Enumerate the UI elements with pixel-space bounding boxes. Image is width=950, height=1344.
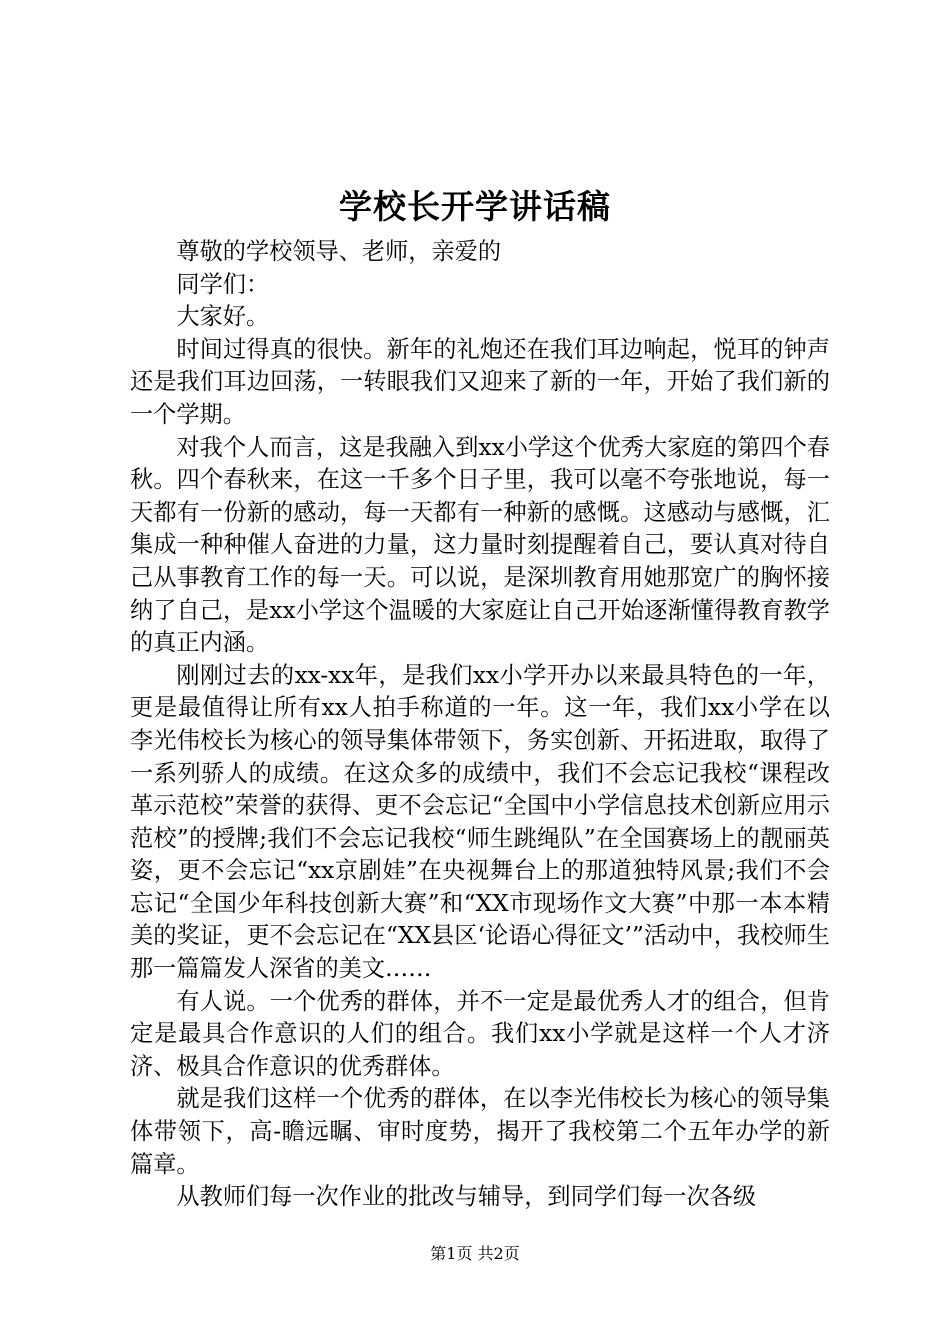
page-footer: 第1页 共2页 — [430, 1244, 520, 1263]
paragraph: 刚刚过去的xx-xx年，是我们xx小学开办以来最具特色的一年，更是最值得让所有xx人拍手称道的一年。这一年，我们xx小学在以李光伟校长为核心的领导集体带领下，务实创新、开拓进取，取得了一系列骄人的成绩。在这众多的成绩中，我们不会忘记我校“课程改革示范校”荣誉的获得、更不会忘记“全国中小学信息技术创新应用示范校”的授牌;我们不会忘记我校“师生跳绳队”在全国赛场上的靓丽英姿，更不会忘记“xx京剧娃”在央视舞台上的那道独特风景;我们不会忘记“全国少年科技创新大赛”和“XX市现场作文大赛”中那一本本精美的奖证，更不会忘记在“XX县区‘论语心得征文’”活动中，我校师生那一篇篇发人深省的美文…… — [130, 661, 830, 983]
paragraph: 从教师们每一次作业的批改与辅导，到同学们每一次各级 — [176, 1183, 757, 1211]
paragraph: 时间过得真的很快。新年的礼炮还在我们耳边响起，悦耳的钟声还是我们耳边回荡，一转眼我们又迎来了新的一年，开始了我们新的一个学期。 — [130, 335, 830, 428]
paragraph: 对我个人而言，这是我融入到xx小学这个优秀大家庭的第四个春秋。四个春秋来，在这一千多个日子里，我可以毫不夸张地说，每一天都有一份新的感动，每一天都有一种新的感慨。这感动与感慨，汇集成一种种催人奋进的力量，这力量时刻提醒着自己，要认真对待自己从事教育工作的每一天。可以说，是深圳教育用她那宽广的胸怀接纳了自己，是xx小学这个温暖的大家庭让自己开始逐渐懂得教育教学的真正内涵。 — [130, 433, 830, 657]
paragraph: 就是我们这样一个优秀的群体，在以李光伟校长为核心的领导集体带领下，高-瞻远瞩、审时度势，揭开了我校第二个五年办学的新篇章。 — [130, 1085, 830, 1178]
paragraph: 有人说。一个优秀的群体，并不一定是最优秀人才的组合，但肯定是最具合作意识的人们的组合。我们xx小学就是这样一个人才济济、极具合作意识的优秀群体。 — [130, 987, 830, 1080]
document-body — [130, 236, 830, 1214]
document-title: 学校长开学讲话稿 — [339, 187, 611, 226]
paragraph: 同学们： — [176, 270, 270, 298]
paragraph: 尊敬的学校领导、老师，亲爱的 — [176, 238, 502, 265]
paragraph: 大家好。 — [176, 303, 270, 331]
